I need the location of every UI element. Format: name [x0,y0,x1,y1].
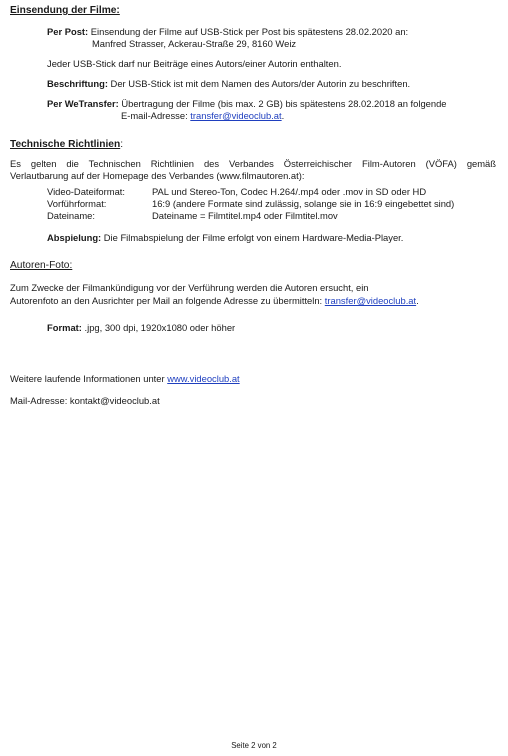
playback-label: Abspielung: [47,232,102,243]
wetransfer-label: Per WeTransfer: [47,98,119,109]
email-link[interactable]: transfer@videoclub.at [190,110,282,121]
label-line [47,78,410,90]
playback-line [47,232,403,244]
format-text: .jpg, 300 dpi, 1920x1080 oder höher [84,322,236,333]
section-heading-autoren-foto: Autoren-Foto: [10,260,73,271]
post-text: Einsendung der Filme auf USB-Stick per Post bis spätestens 28.02.2020 an: [90,26,409,37]
spec-row-label: Vorführformat: [47,198,107,209]
email-line [121,110,284,122]
section-heading-technik-colon: : [120,139,124,150]
spec-row-value: Dateiname = Filmtitel.mp4 oder Filmtitel.mov [152,210,338,221]
label-label: Beschriftung: [47,78,108,89]
usb-note: Jeder USB-Stick darf nur Beiträge eines Autors/einer Autorin enthalten. [47,58,342,69]
page-number: Seite 2 von 2 [231,741,277,750]
label-text: Der USB-Stick ist mit dem Namen des Autors/der Autorin zu beschriften. [110,78,411,89]
wetransfer-text: Übertragung der Filme (bis max. 2 GB) bis spätestens 28.02.2018 an folgende [121,98,447,109]
spec-row-value: 16:9 (andere Formate sind zulässig, solange sie in 16:9 eingebettet sind) [152,198,455,209]
spec-row-value: PAL und Stereo-Ton, Codec H.264/.mp4 oder .mov in SD oder HD [152,186,427,197]
playback-text: Die Filmabspielung der Filme erfolgt von einem Hardware-Media-Player. [103,232,404,243]
section-heading-technik: Technische Richtlinien [10,139,121,150]
foto-line-1: Zum Zwecke der Filmankündigung vor der Verführung werden die Autoren ersucht, ein [10,282,369,293]
foto-line-2 [10,295,419,307]
format-line [47,322,235,334]
format-label: Format: [47,322,82,333]
email-suffix: . [281,110,285,121]
foto-line-2-text: Autorenfoto an den Ausrichter per Mail an folgende Adresse zu übermitteln: [10,295,323,306]
email-prefix: E-mail-Adresse: [121,110,188,121]
spec-row-label: Video-Dateiformat: [47,186,125,197]
intro-line-2: Verlautbarung auf der Homepage des Verbandes (www.filmautoren.at): [10,170,305,181]
more-info-line [10,373,240,385]
foto-line-2-suffix: . [416,295,419,306]
section-heading-technik-line [10,138,123,152]
post-line [47,26,408,38]
mail-address-line: Mail-Adresse: kontakt@videoclub.at [10,395,160,406]
section-heading-einsendung: Einsendung der Filme: [10,5,120,16]
spec-row-label: Dateiname: [47,210,95,221]
website-link[interactable]: www.videoclub.at [167,373,240,384]
more-info-text: Weitere laufende Informationen unter [10,373,165,384]
wetransfer-line [47,98,447,110]
intro-line-1: Es gelten die Technischen Richtlinien des Verbandes Österreichischer Film-Autoren (VÖFA) gemäß [10,158,496,169]
post-address: Manfred Strasser, Ackerau-Straße 29, 8160 Weiz [92,38,297,49]
post-label: Per Post: [47,26,89,37]
foto-email-link[interactable]: transfer@videoclub.at [324,295,417,306]
